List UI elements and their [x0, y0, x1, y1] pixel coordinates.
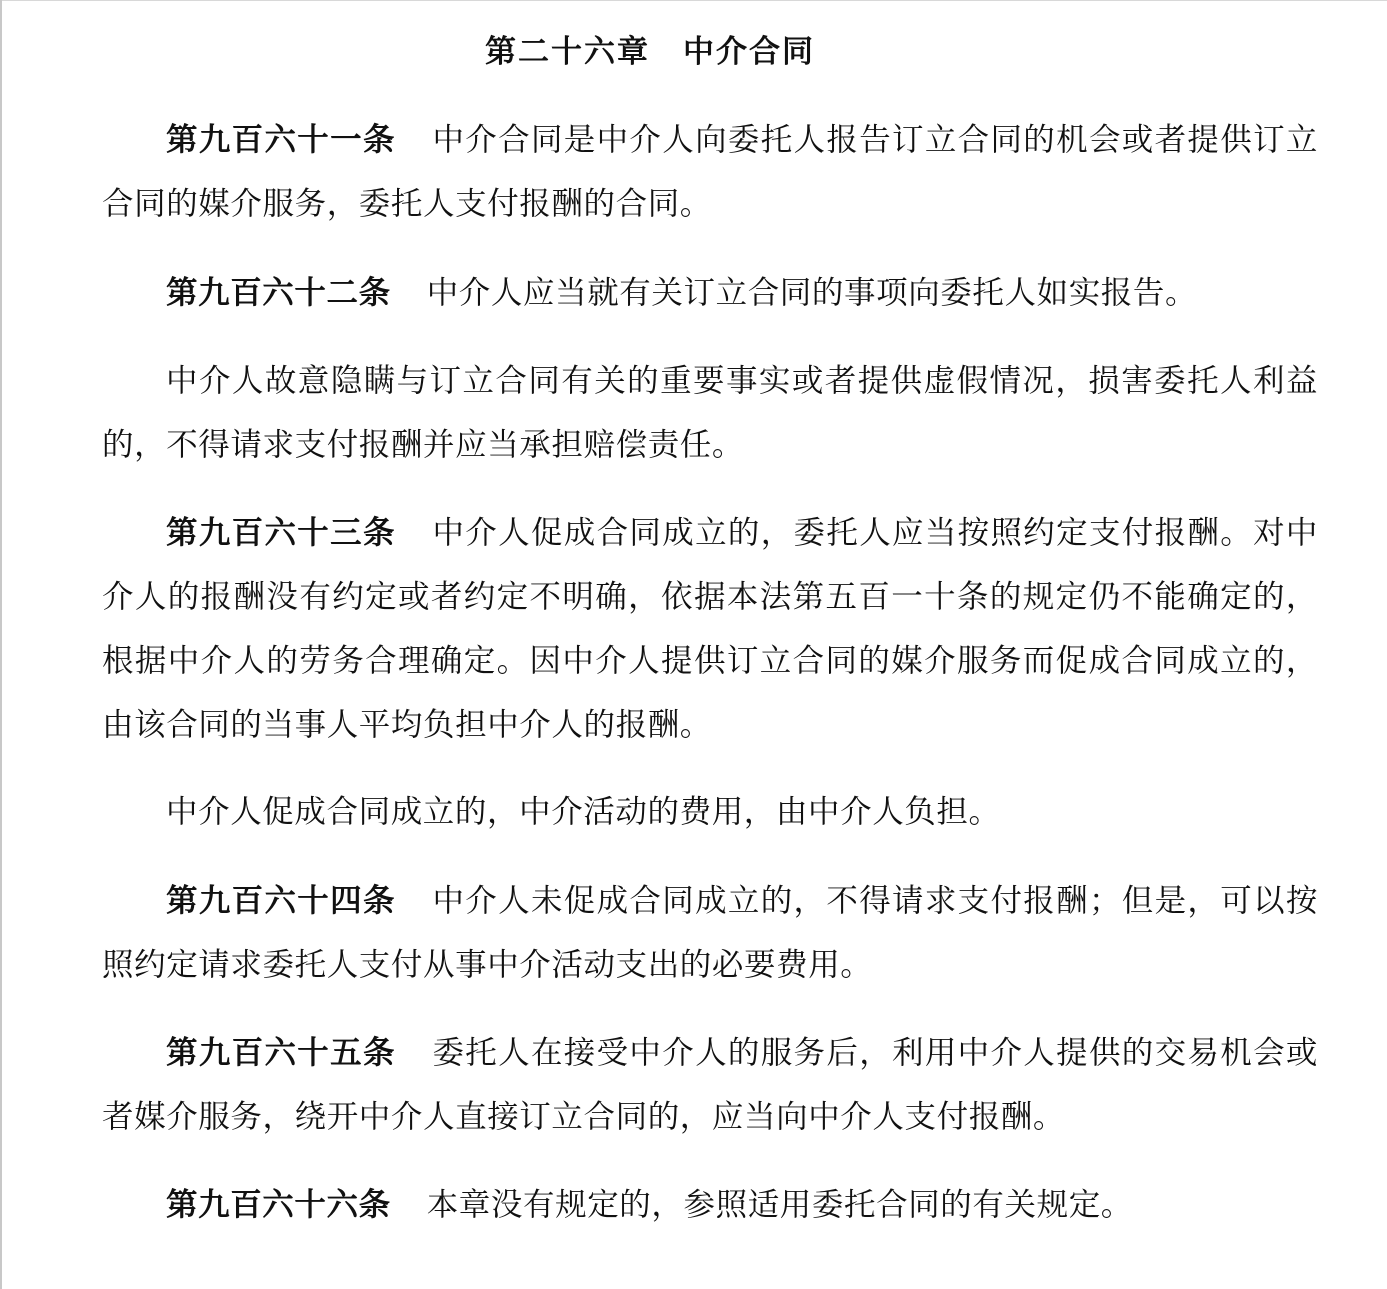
article-966 [102, 1173, 1318, 1237]
article-text: 中介人故意隐瞒与订立合同有关的重要事实或者提供虚假情况，损害委托人利益的，不得请求支付报酬并应当承担赔偿责任。 [102, 363, 1318, 463]
article-number: 第九百六十六条 [166, 1187, 391, 1223]
article-961 [102, 108, 1318, 236]
article-number: 第九百六十二条 [166, 275, 391, 311]
article-text: 中介人未促成合同成立的，不得请求支付报酬；但是，可以按照约定请求委托人支付从事中介活动支出的必要费用。 [102, 883, 1318, 983]
article-text: 中介人应当就有关订立合同的事项向委托人如实报告。 [426, 275, 1198, 311]
article-number: 第九百六十五条 [166, 1035, 396, 1071]
page-top-border [0, 0, 1387, 1]
chapter-title: 第二十六章 中介合同 [485, 34, 815, 70]
article-964 [102, 869, 1318, 997]
article-962-paragraph-2 [102, 349, 1318, 477]
article-962 [102, 261, 1318, 325]
article-number: 第九百六十三条 [166, 515, 396, 551]
article-text: 中介人促成合同成立的，委托人应当按照约定支付报酬。对中介人的报酬没有约定或者约定不明确，依据本法第五百一十条的规定仍不能确定的，根据中介人的劳务合理确定。因中介人提供订立合同的媒介服务而促成合同成立的，由该合同的当事人平均负担中介人的报酬。 [102, 515, 1318, 743]
article-text: 中介合同是中介人向委托人报告订立合同的机会或者提供订立合同的媒介服务，委托人支付报酬的合同。 [102, 122, 1318, 222]
article-text: 中介人促成合同成立的，中介活动的费用，由中介人负担。 [166, 794, 1001, 830]
article-number: 第九百六十一条 [166, 122, 396, 158]
article-text: 委托人在接受中介人的服务后，利用中介人提供的交易机会或者媒介服务，绕开中介人直接订立合同的，应当向中介人支付报酬。 [102, 1035, 1318, 1135]
page-left-border [0, 0, 2, 1289]
article-text: 本章没有规定的，参照适用委托合同的有关规定。 [426, 1187, 1133, 1223]
article-963-paragraph-2 [102, 780, 1318, 844]
article-number: 第九百六十四条 [166, 883, 396, 919]
article-963 [102, 501, 1318, 757]
article-965 [102, 1021, 1318, 1149]
